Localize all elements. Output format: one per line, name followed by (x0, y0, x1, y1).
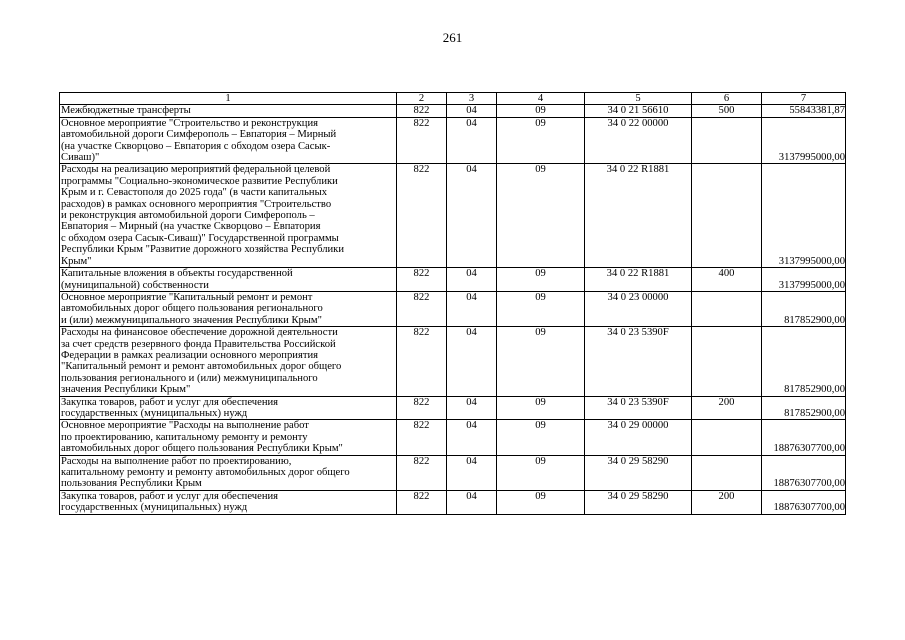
column-header: 2 (397, 93, 447, 105)
code-subsection: 09 (497, 455, 585, 490)
row-description: Закупка товаров, работ и услуг для обеспечения государственных (муниципальных) нужд (60, 490, 397, 514)
code-ministry: 822 (397, 268, 447, 292)
table-row (60, 420, 846, 455)
code-target: 34 0 29 58290 (585, 490, 692, 514)
table-row (60, 455, 846, 490)
code-ministry: 822 (397, 396, 447, 420)
code-subsection: 09 (497, 164, 585, 268)
code-expense-type (692, 291, 762, 326)
code-ministry: 822 (397, 105, 447, 117)
code-expense-type (692, 455, 762, 490)
code-target: 34 0 22 R1881 (585, 268, 692, 292)
code-target: 34 0 29 00000 (585, 420, 692, 455)
column-header: 1 (60, 93, 397, 105)
code-expense-type: 500 (692, 105, 762, 117)
code-target: 34 0 22 00000 (585, 117, 692, 164)
row-description: Межбюджетные трансферты (60, 105, 397, 117)
code-section: 04 (447, 164, 497, 268)
table-header-row (60, 93, 846, 105)
code-section: 04 (447, 117, 497, 164)
code-expense-type: 200 (692, 490, 762, 514)
code-section: 04 (447, 105, 497, 117)
code-subsection: 09 (497, 420, 585, 455)
row-description: Основное мероприятие "Строительство и реконструкция автомобильной дороги Симферополь – Евпатория – Мирный (на участке Скворцово – Евпатория с обходом озера Сасык- Сиваш)" (60, 117, 397, 164)
code-expense-type: 200 (692, 396, 762, 420)
column-header: 6 (692, 93, 762, 105)
column-header: 3 (447, 93, 497, 105)
page-number: 261 (442, 30, 463, 45)
code-section: 04 (447, 455, 497, 490)
code-ministry: 822 (397, 455, 447, 490)
code-subsection: 09 (497, 490, 585, 514)
code-ministry: 822 (397, 164, 447, 268)
code-target: 34 0 29 58290 (585, 455, 692, 490)
amount: 18876307700,00 (762, 455, 846, 490)
column-header: 7 (762, 93, 846, 105)
row-description: Основное мероприятие "Капитальный ремонт и ремонт автомобильных дорог общего пользования регионального и (или) межмуниципального значения Республики Крым" (60, 291, 397, 326)
code-target: 34 0 22 R1881 (585, 164, 692, 268)
amount: 817852900,00 (762, 291, 846, 326)
code-ministry: 822 (397, 291, 447, 326)
code-expense-type (692, 164, 762, 268)
table-row (60, 105, 846, 117)
row-description: Капитальные вложения в объекты государственной (муниципальной) собственности (60, 268, 397, 292)
table-row (60, 396, 846, 420)
code-target: 34 0 23 00000 (585, 291, 692, 326)
code-expense-type (692, 327, 762, 396)
table-row (60, 291, 846, 326)
row-description: Основное мероприятие "Расходы на выполнение работ по проектированию, капитальному ремонту и ремонту автомобильных дорог общего пользования Республики Крым" (60, 420, 397, 455)
code-ministry: 822 (397, 117, 447, 164)
table-row (60, 117, 846, 164)
table-row (60, 327, 846, 396)
row-description: Расходы на финансовое обеспечение дорожной деятельности за счет средств резервного фонда Правительства Российской Федерации в рамках реализации основного мероприятия "Капитальный ремонт и ремонт автомобильных дорог общего пользования регионального и (или) межмуниципального значения Республики Крым" (60, 327, 397, 396)
table-row (60, 490, 846, 514)
amount: 3137995000,00 (762, 117, 846, 164)
amount: 817852900,00 (762, 396, 846, 420)
code-target: 34 0 23 5390F (585, 396, 692, 420)
code-expense-type (692, 117, 762, 164)
code-subsection: 09 (497, 396, 585, 420)
code-section: 04 (447, 327, 497, 396)
code-subsection: 09 (497, 291, 585, 326)
column-header: 5 (585, 93, 692, 105)
amount: 3137995000,00 (762, 268, 846, 292)
code-expense-type: 400 (692, 268, 762, 292)
table-row (60, 164, 846, 268)
amount: 55843381,87 (762, 105, 846, 117)
amount: 817852900,00 (762, 327, 846, 396)
column-header: 4 (497, 93, 585, 105)
amount: 18876307700,00 (762, 420, 846, 455)
row-description: Закупка товаров, работ и услуг для обеспечения государственных (муниципальных) нужд (60, 396, 397, 420)
row-description: Расходы на реализацию мероприятий федеральной целевой программы "Социально-экономическое развитие Республики Крым и г. Севастополя до 2025 года" (в части капитальных расходов) в рамках основного мероприятия "Строительство и реконструкция автомобильной дороги Симферополь – Евпатория – Мирный (на участке Скворцово – Евпатория с обходом озера Сасык-Сиваш)" Государственной программы Республики Крым "Развитие дорожного хозяйства Республики Крым" (60, 164, 397, 268)
amount: 18876307700,00 (762, 490, 846, 514)
amount: 3137995000,00 (762, 164, 846, 268)
code-section: 04 (447, 268, 497, 292)
table-row (60, 268, 846, 292)
code-ministry: 822 (397, 420, 447, 455)
code-ministry: 822 (397, 490, 447, 514)
code-target: 34 0 23 5390F (585, 327, 692, 396)
code-expense-type (692, 420, 762, 455)
row-description: Расходы на выполнение работ по проектированию, капитальному ремонту и ремонту автомобильных дорог общего пользования Республики Крым (60, 455, 397, 490)
code-section: 04 (447, 420, 497, 455)
code-section: 04 (447, 396, 497, 420)
code-subsection: 09 (497, 268, 585, 292)
code-subsection: 09 (497, 117, 585, 164)
code-target: 34 0 21 56610 (585, 105, 692, 117)
code-ministry: 822 (397, 327, 447, 396)
code-section: 04 (447, 291, 497, 326)
code-subsection: 09 (497, 105, 585, 117)
code-section: 04 (447, 490, 497, 514)
budget-table (59, 92, 846, 515)
code-subsection: 09 (497, 327, 585, 396)
